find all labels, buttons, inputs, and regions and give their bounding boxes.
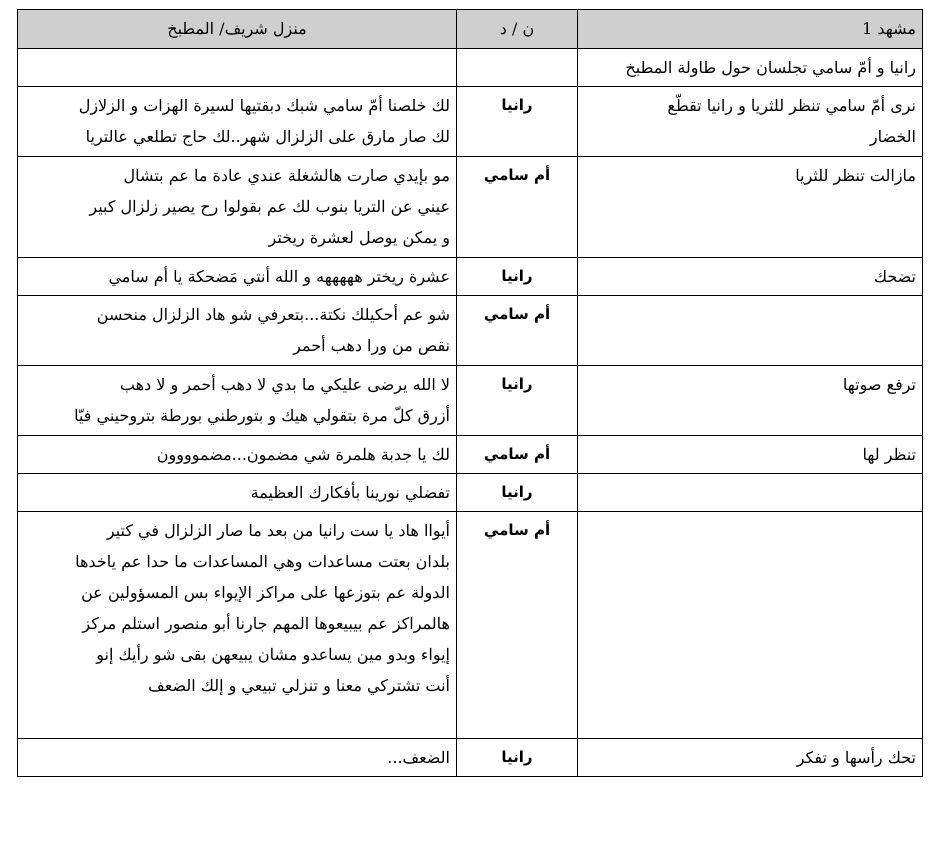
table-row (18, 49, 923, 87)
scene-direction-line: تنظر لها (862, 445, 916, 464)
character-name: أم سامي (457, 512, 578, 739)
scene-direction-cell (578, 258, 923, 296)
dialogue-line: لك يا جدبة هلمرة شي مضمون...مضموووون (156, 445, 450, 464)
dialogue-line: لك خلصنا أمّ سامي شبك دبقتيها لسيرة الهزات و الزلازل (78, 96, 450, 115)
scene-direction-line: نرى أمّ سامي تنظر للثريا و رانيا تقطّع (667, 96, 916, 115)
table-row (18, 157, 923, 258)
table-row (18, 474, 923, 512)
table-header-row (18, 10, 923, 49)
scene-direction-line: ترفع صوتها (842, 375, 916, 394)
character-name: أم سامي (457, 157, 578, 258)
dialogue-cell (18, 49, 457, 87)
table-row (18, 87, 923, 157)
dialogue-line: الدولة عم بتوزعها على مراكز الإيواء بس المسؤولين عن (81, 583, 450, 602)
scene-direction-cell (578, 157, 923, 258)
dialogue-line: أيواا هاد يا ست رانيا من بعد ما صار الزلزال في كتير (106, 521, 450, 540)
scene-direction-cell (578, 49, 923, 87)
dialogue-cell (18, 512, 457, 739)
dialogue-line: نقص من ورا دهب أحمر (293, 336, 450, 355)
dialogue-line: عيني عن التريا بنوب لك عم بقولوا رح يصير زلزال كبير (89, 197, 450, 216)
scene-direction-cell (578, 512, 923, 739)
dialogue-line: أزرق كلّ مرة بتقولي هيك و بتورطني بورطة بتروحيني فيّا (74, 406, 450, 425)
dialogue-line: مو بإيدي صارت هالشغلة عندي عادة ما عم بتشال (123, 166, 450, 185)
scene-direction-cell (578, 474, 923, 512)
dialogue-cell (18, 157, 457, 258)
dialogue-cell (18, 739, 457, 777)
dialogue-line: تفضلي نورينا بأفكارك العظيمة (250, 483, 450, 502)
dialogue-cell (18, 366, 457, 436)
dialogue-line: إيواء وبدو مين يساعدو مشان يبيعهن بقى شو رأيك إنو (96, 645, 450, 664)
character-name: رانيا (457, 366, 578, 436)
scene-direction-line: رانيا و أمّ سامي تجلسان حول طاولة المطبخ (625, 58, 916, 77)
table-row (18, 436, 923, 474)
scene-direction-line: مازالت تنظر للثريا (795, 166, 916, 185)
character-name: رانيا (457, 739, 578, 777)
dialogue-cell (18, 474, 457, 512)
character-name: رانيا (457, 474, 578, 512)
scene-direction-line: الخضار (869, 127, 916, 146)
dialogue-cell (18, 87, 457, 157)
dialogue-line: أنت تشتركي معنا و تنزلي تبيعي و إلك الضعف (148, 676, 450, 695)
scene-direction-cell (578, 739, 923, 777)
table-row (18, 296, 923, 366)
dialogue-line: هالمراكز عم بيبيعوها المهم جارنا أبو منصور استلم مركز (82, 614, 450, 633)
table-row (18, 366, 923, 436)
script-page (18, 9, 923, 777)
dialogue-line: لا الله يرضى عليكي ما بدي لا دهب أحمر و لا دهب (119, 375, 450, 394)
dialogue-line: لك صار مارق على الزلزال شهر..لك حاج تطلعي عالتريا (85, 127, 450, 146)
scene-direction-line: تحك رأسها و تفكر (796, 748, 916, 767)
table-row (18, 512, 923, 739)
scene-direction-line: تضحك (873, 267, 916, 286)
scene-direction-cell (578, 436, 923, 474)
scene-direction-cell (578, 87, 923, 157)
character-name: أم سامي (457, 436, 578, 474)
character-name (457, 49, 578, 87)
screenplay-table (17, 9, 923, 777)
table-row (18, 739, 923, 777)
dialogue-line: و يمكن يوصل لعشرة ريختر (268, 228, 450, 247)
scene-number: مشهد 1 (578, 10, 923, 49)
dialogue-line: بلدان بعتت مساعدات وهي المساعدات ما حدا عم ياخدها (75, 552, 450, 571)
table-row (18, 258, 923, 296)
dialogue-cell (18, 436, 457, 474)
dialogue-cell (18, 296, 457, 366)
dialogue-line: الضعف... (387, 748, 450, 767)
scene-direction-cell (578, 366, 923, 436)
dialogue-line: عشرة ريختر هههههه و الله أنتي مَضحكة يا أم سامي (108, 267, 450, 286)
character-name: رانيا (457, 258, 578, 296)
character-name: أم سامي (457, 296, 578, 366)
location-header: منزل شريف/ المطبخ (18, 10, 457, 49)
dialogue-line: شو عم أحكيلك نكتة...بتعرفي شو هاد الزلزال منحسن (96, 305, 450, 324)
scene-direction-cell (578, 296, 923, 366)
dialogue-cell (18, 258, 457, 296)
character-column-header: ن / د (457, 10, 578, 49)
character-name: رانيا (457, 87, 578, 157)
